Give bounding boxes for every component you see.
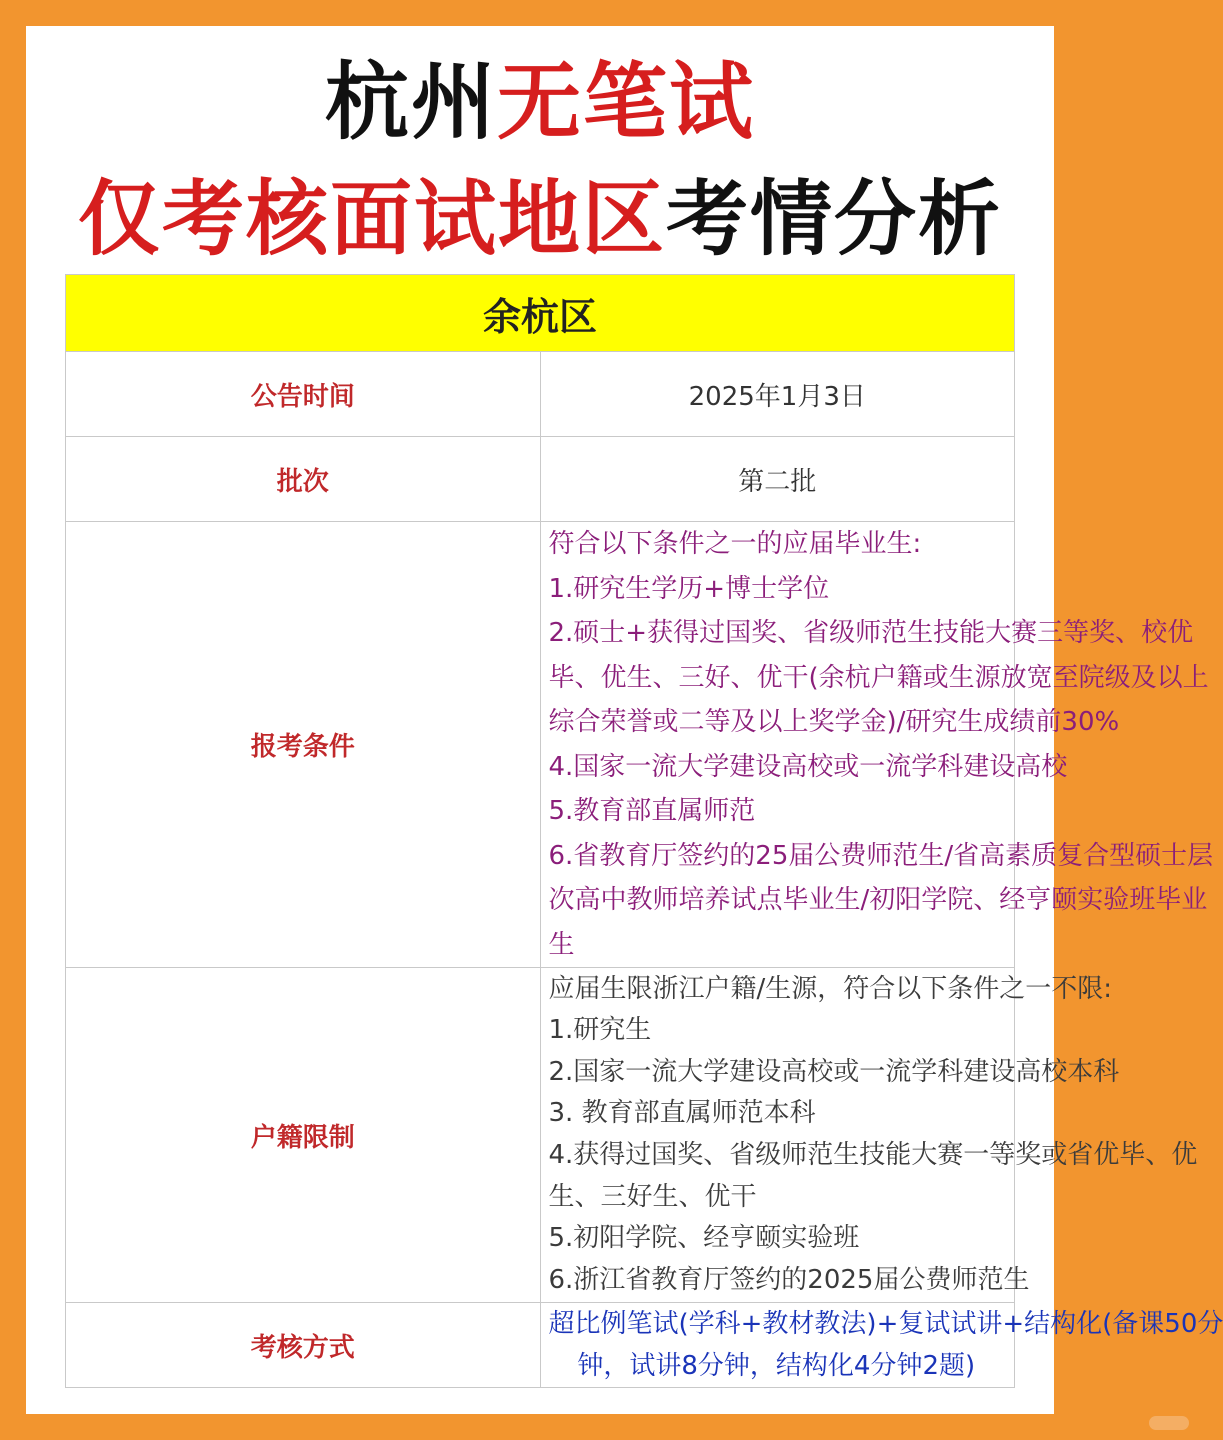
hukou-line: 应届生限浙江户籍/生源，符合以下条件之一不限: bbox=[548, 973, 1113, 1004]
hukou-line: 6.浙江省教育厅签约的2025届公费师范生 bbox=[548, 1264, 1030, 1295]
method-line: 超比例笔试(学科+教材教法)+复试试讲+结构化(备课50分 bbox=[548, 1309, 1223, 1339]
hukou-value bbox=[540, 968, 1198, 1303]
requirement-line: 1.研究生学历+博士学位 bbox=[548, 573, 830, 604]
announce-date-label: 公告时间 bbox=[66, 352, 541, 437]
batch-label: 批次 bbox=[66, 437, 541, 522]
announce-date-value: 2025年1月3日 bbox=[540, 352, 1015, 437]
poster-card bbox=[26, 26, 1223, 1414]
requirement-line: 生 bbox=[548, 929, 575, 960]
title-line-2 bbox=[26, 169, 1054, 269]
region-header: 余杭区 bbox=[66, 275, 1015, 352]
hukou-line: 4.获得过国奖、省级师范生技能大赛一等奖或省优毕、优 bbox=[548, 1140, 1198, 1170]
hukou-line: 2.国家一流大学建设高校或一流学科建设高校本科 bbox=[548, 1056, 1120, 1087]
method-line: 钟，试讲8分钟，结构化4分钟2题) bbox=[577, 1351, 976, 1381]
requirement-line: 6.省教育厅签约的25届公费师范生/省高素质复合型硕士层 bbox=[548, 840, 1214, 871]
requirement-line: 5.教育部直属师范 bbox=[548, 796, 756, 826]
requirement-line: 综合荣誉或二等及以上奖学金)/研究生成绩前30% bbox=[548, 707, 1120, 737]
hukou-line: 1.研究生 bbox=[548, 1015, 652, 1046]
hukou-line: 5.初阳学院、经亨颐实验班 bbox=[548, 1223, 860, 1254]
method-label: 考核方式 bbox=[66, 1303, 541, 1388]
requirements-value bbox=[540, 522, 1214, 968]
table-row bbox=[66, 968, 1015, 1303]
requirement-line: 2.硕士+获得过国奖、省级师范生技能大赛三等奖、校优 bbox=[548, 618, 1194, 648]
requirement-line: 次高中教师培养试点毕业生/初阳学院、经亨颐实验班毕业 bbox=[548, 885, 1208, 915]
batch-value: 第二批 bbox=[540, 437, 1015, 522]
requirement-line: 毕、优生、三好、优干(余杭户籍或生源放宽至院级及以上 bbox=[548, 662, 1209, 693]
title-highlight: 无笔试 bbox=[497, 52, 756, 151]
title-analysis: 考情分析 bbox=[666, 171, 1003, 267]
requirement-line: 4.国家一流大学建设高校或一流学科建设高校 bbox=[548, 751, 1068, 782]
watermark-badge bbox=[1149, 1416, 1189, 1430]
hukou-line: 生、三好生、优干 bbox=[548, 1181, 757, 1212]
title-city: 杭州 bbox=[324, 52, 497, 151]
table-row bbox=[66, 522, 1015, 968]
table-row bbox=[66, 437, 1015, 522]
title-line-1 bbox=[26, 52, 1054, 152]
table-row bbox=[66, 352, 1015, 437]
hukou-label: 户籍限制 bbox=[66, 968, 541, 1303]
method-value bbox=[540, 1303, 1223, 1388]
info-table bbox=[65, 274, 1223, 1388]
hukou-line: 3. 教育部直属师范本科 bbox=[548, 1098, 816, 1129]
table-row bbox=[66, 1303, 1015, 1388]
title-subject: 仅考核面试地区 bbox=[77, 171, 666, 267]
requirement-line: 符合以下条件之一的应届毕业生: bbox=[548, 529, 922, 559]
requirements-label: 报考条件 bbox=[66, 522, 541, 968]
